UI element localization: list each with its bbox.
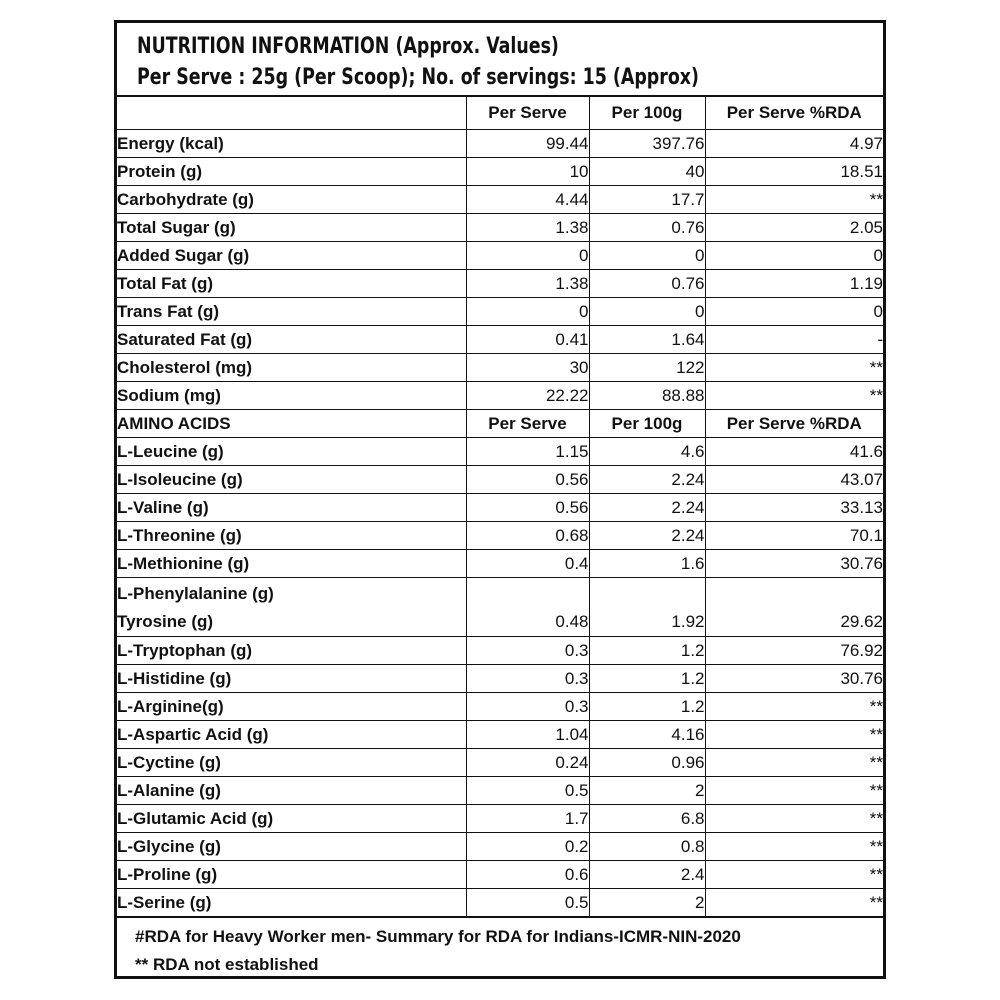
per-100g-value: 4.16 bbox=[589, 721, 705, 749]
per-serve-value: 0.5 bbox=[466, 777, 589, 805]
rda-value: ** bbox=[705, 805, 883, 833]
nutrient-name: Carbohydrate (g) bbox=[117, 186, 466, 214]
per-100g-value: 122 bbox=[589, 354, 705, 382]
amino-acid-row bbox=[117, 861, 883, 889]
nutrient-name-line2: Tyrosine (g) bbox=[117, 612, 214, 631]
rda-value: 2.05 bbox=[705, 214, 883, 242]
rda-value: 0 bbox=[705, 242, 883, 270]
nutrient-row bbox=[117, 326, 883, 354]
nutrient-row bbox=[117, 270, 883, 298]
nutrient-name: L-Aspartic Acid (g) bbox=[117, 721, 466, 749]
per-100g-value: 0 bbox=[589, 298, 705, 326]
nutrient-name: L-Valine (g) bbox=[117, 494, 466, 522]
per-serve-value: 0.5 bbox=[466, 889, 589, 918]
rda-value: ** bbox=[705, 186, 883, 214]
amino-acid-row bbox=[117, 721, 883, 749]
nutrient-name: Total Sugar (g) bbox=[117, 214, 466, 242]
amino-acid-row bbox=[117, 693, 883, 721]
amino-acid-row bbox=[117, 522, 883, 550]
nutrient-name: Sodium (mg) bbox=[117, 382, 466, 410]
nutrient-name: L-Leucine (g) bbox=[117, 438, 466, 466]
rda-value: ** bbox=[705, 721, 883, 749]
per-serve-value: 10 bbox=[466, 158, 589, 186]
per-serve-value: 0.56 bbox=[466, 466, 589, 494]
per-100g-value: 1.2 bbox=[589, 665, 705, 693]
nutrient-name bbox=[117, 578, 466, 637]
nutrient-row bbox=[117, 354, 883, 382]
per-100g-value: 2.24 bbox=[589, 522, 705, 550]
per-serve-value: 22.22 bbox=[466, 382, 589, 410]
rda-value: ** bbox=[705, 693, 883, 721]
nutrient-name: L-Glycine (g) bbox=[117, 833, 466, 861]
column-header-per-serve: Per Serve bbox=[466, 96, 589, 130]
rda-value: 30.76 bbox=[705, 550, 883, 578]
per-100g-value: 0 bbox=[589, 242, 705, 270]
per-serve-value: 0 bbox=[466, 242, 589, 270]
amino-header-per-serve: Per Serve bbox=[466, 410, 589, 438]
per-serve-value: 4.44 bbox=[466, 186, 589, 214]
rda-value: 4.97 bbox=[705, 130, 883, 158]
amino-acid-row bbox=[117, 466, 883, 494]
per-100g-value: 0.76 bbox=[589, 214, 705, 242]
rda-value: 76.92 bbox=[705, 637, 883, 665]
nutrient-name: L-Cyctine (g) bbox=[117, 749, 466, 777]
per-100g-value: 1.6 bbox=[589, 550, 705, 578]
per-100g-value: 1.64 bbox=[589, 326, 705, 354]
amino-acid-row bbox=[117, 494, 883, 522]
amino-acid-row bbox=[117, 637, 883, 665]
amino-acid-row bbox=[117, 833, 883, 861]
per-100g-value: 6.8 bbox=[589, 805, 705, 833]
rda-value: 30.76 bbox=[705, 665, 883, 693]
nutrient-name: L-Threonine (g) bbox=[117, 522, 466, 550]
amino-acid-row bbox=[117, 777, 883, 805]
nutrient-name: Added Sugar (g) bbox=[117, 242, 466, 270]
nutrient-name: Total Fat (g) bbox=[117, 270, 466, 298]
per-100g-value: 2 bbox=[589, 889, 705, 918]
rda-value: 0 bbox=[705, 298, 883, 326]
rda-value: ** bbox=[705, 861, 883, 889]
column-header-per-100g: Per 100g bbox=[589, 96, 705, 130]
nutrient-row bbox=[117, 242, 883, 270]
per-serve-value: 0.3 bbox=[466, 637, 589, 665]
serving-info: Per Serve : 25g (Per Scoop); No. of servings: 15 (Approx) bbox=[137, 64, 699, 90]
per-serve-value: 0.48 bbox=[466, 578, 589, 637]
nutrient-row bbox=[117, 158, 883, 186]
column-header-rda: Per Serve %RDA bbox=[705, 96, 883, 130]
nutrient-name: Energy (kcal) bbox=[117, 130, 466, 158]
rda-value: 41.6 bbox=[705, 438, 883, 466]
nutrient-name: L-Histidine (g) bbox=[117, 665, 466, 693]
nutrient-row bbox=[117, 186, 883, 214]
nutrient-name: L-Serine (g) bbox=[117, 889, 466, 918]
per-100g-value: 17.7 bbox=[589, 186, 705, 214]
amino-acid-row bbox=[117, 749, 883, 777]
nutrient-row bbox=[117, 214, 883, 242]
per-100g-value: 2.4 bbox=[589, 861, 705, 889]
amino-header-per-100g: Per 100g bbox=[589, 410, 705, 438]
nutrient-name: L-Methionine (g) bbox=[117, 550, 466, 578]
column-header-blank bbox=[117, 96, 466, 130]
rda-value: 33.13 bbox=[705, 494, 883, 522]
panel-title: NUTRITION INFORMATION (Approx. Values) bbox=[137, 33, 559, 59]
per-serve-value: 1.04 bbox=[466, 721, 589, 749]
amino-acid-row bbox=[117, 805, 883, 833]
per-serve-value: 0 bbox=[466, 298, 589, 326]
per-100g-value: 0.8 bbox=[589, 833, 705, 861]
amino-acid-row bbox=[117, 665, 883, 693]
per-100g-value: 1.92 bbox=[589, 578, 705, 637]
per-serve-value: 0.4 bbox=[466, 550, 589, 578]
nutrient-name: Protein (g) bbox=[117, 158, 466, 186]
per-serve-value: 30 bbox=[466, 354, 589, 382]
amino-acids-heading: AMINO ACIDS bbox=[117, 410, 466, 438]
amino-acid-row bbox=[117, 550, 883, 578]
nutrient-row bbox=[117, 382, 883, 410]
nutrient-name: L-Tryptophan (g) bbox=[117, 637, 466, 665]
rda-value: - bbox=[705, 326, 883, 354]
per-serve-value: 0.56 bbox=[466, 494, 589, 522]
amino-acid-row bbox=[117, 578, 883, 637]
per-serve-value: 0.3 bbox=[466, 665, 589, 693]
panel-header bbox=[117, 23, 883, 96]
rda-value: ** bbox=[705, 889, 883, 918]
nutrient-name: L-Proline (g) bbox=[117, 861, 466, 889]
nutrient-name: L-Alanine (g) bbox=[117, 777, 466, 805]
per-100g-value: 2 bbox=[589, 777, 705, 805]
per-100g-value: 1.2 bbox=[589, 637, 705, 665]
per-serve-value: 1.38 bbox=[466, 270, 589, 298]
nutrition-table bbox=[117, 95, 883, 918]
per-100g-value: 40 bbox=[589, 158, 705, 186]
nutrient-row bbox=[117, 298, 883, 326]
rda-value: 29.62 bbox=[705, 578, 883, 637]
nutrient-name: L-Arginine(g) bbox=[117, 693, 466, 721]
per-serve-value: 0.3 bbox=[466, 693, 589, 721]
rda-source-note: #RDA for Heavy Worker men- Summary for RDA for Indians-ICMR-NIN-2020 bbox=[135, 927, 741, 946]
nutrient-name-line1: L-Phenylalanine (g) bbox=[117, 584, 274, 603]
nutrient-name: Saturated Fat (g) bbox=[117, 326, 466, 354]
rda-value: ** bbox=[705, 749, 883, 777]
nutrient-name: L-Isoleucine (g) bbox=[117, 466, 466, 494]
nutrition-table-body bbox=[117, 96, 883, 917]
nutrient-name: Cholesterol (mg) bbox=[117, 354, 466, 382]
per-serve-value: 0.6 bbox=[466, 861, 589, 889]
per-serve-value: 1.15 bbox=[466, 438, 589, 466]
column-header-row bbox=[117, 96, 883, 130]
per-serve-value: 0.24 bbox=[466, 749, 589, 777]
amino-header-rda: Per Serve %RDA bbox=[705, 410, 883, 438]
amino-acids-header-row bbox=[117, 410, 883, 438]
nutrient-row bbox=[117, 130, 883, 158]
per-serve-value: 0.2 bbox=[466, 833, 589, 861]
per-serve-value: 99.44 bbox=[466, 130, 589, 158]
per-serve-value: 0.68 bbox=[466, 522, 589, 550]
rda-value: ** bbox=[705, 833, 883, 861]
per-100g-value: 88.88 bbox=[589, 382, 705, 410]
per-100g-value: 2.24 bbox=[589, 494, 705, 522]
rda-value: ** bbox=[705, 382, 883, 410]
rda-value: 18.51 bbox=[705, 158, 883, 186]
nutrient-name: L-Glutamic Acid (g) bbox=[117, 805, 466, 833]
per-100g-value: 2.24 bbox=[589, 466, 705, 494]
nutrient-name: Trans Fat (g) bbox=[117, 298, 466, 326]
rda-value: 43.07 bbox=[705, 466, 883, 494]
per-100g-value: 1.2 bbox=[589, 693, 705, 721]
per-serve-value: 0.41 bbox=[466, 326, 589, 354]
per-100g-value: 397.76 bbox=[589, 130, 705, 158]
per-serve-value: 1.38 bbox=[466, 214, 589, 242]
rda-value: ** bbox=[705, 354, 883, 382]
rda-value: 70.1 bbox=[705, 522, 883, 550]
amino-acid-row bbox=[117, 438, 883, 466]
per-100g-value: 0.96 bbox=[589, 749, 705, 777]
rda-not-established-note: ** RDA not established bbox=[135, 955, 319, 974]
per-100g-value: 0.76 bbox=[589, 270, 705, 298]
footer-notes bbox=[135, 923, 741, 979]
rda-value: ** bbox=[705, 777, 883, 805]
amino-acid-row bbox=[117, 889, 883, 918]
per-100g-value: 4.6 bbox=[589, 438, 705, 466]
nutrition-panel bbox=[114, 20, 886, 979]
per-serve-value: 1.7 bbox=[466, 805, 589, 833]
rda-value: 1.19 bbox=[705, 270, 883, 298]
